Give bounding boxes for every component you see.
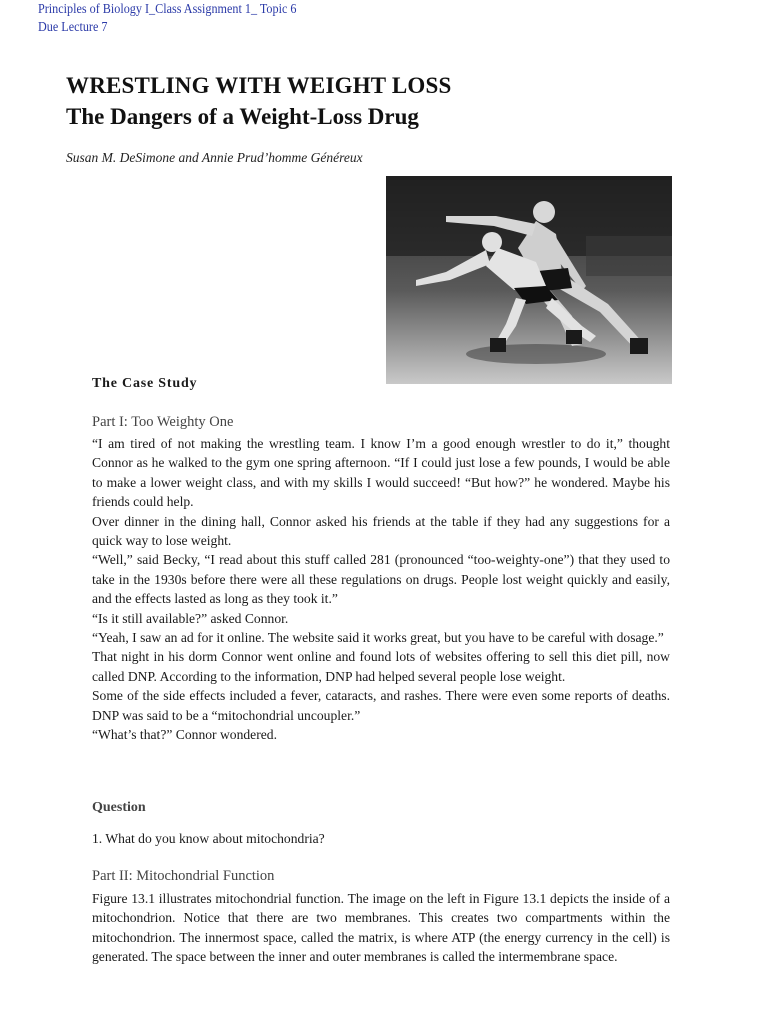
paragraph: “Is it still available?” asked Connor. <box>92 610 289 626</box>
page-title: WRESTLING WITH WEIGHT LOSS <box>66 73 452 98</box>
section-heading: The Case Study <box>92 376 198 391</box>
paragraph: “Well,” said Becky, “I read about this stuff called 281 (pronounced “too-weighty-one”) that they used to take in the 1930s before there were all these regulations on drugs. People lost weight quickly and easily, and the effects lasted as long as they took it.” <box>92 552 670 607</box>
paragraph: “Yeah, I saw an ad for it online. The website said it works great, but you have to be careful with dosage.” <box>92 630 664 646</box>
paragraph: Figure 13.1 illustrates mitochondrial function. The image on the left in Figure 13.1 depicts the inside of a mitochondrion. Notice that there are two membranes. This creates two compartments within the mitochondrion. The innermost space, called the matrix, is where ATP (the energy currency in the cell) is generated. The space between the inner and outer membranes is called the intermembrane space. <box>92 891 670 965</box>
part1-body <box>92 434 670 745</box>
part1-heading: Part I: Too Weighty One <box>92 414 234 430</box>
question-item: 1. What do you know about mitochondria? <box>92 831 325 846</box>
paragraph: Over dinner in the dining hall, Connor asked his friends at the table if they had any suggestions for a quick way to lose weight. <box>92 513 670 549</box>
paragraph: “What’s that?” Connor wondered. <box>92 727 277 743</box>
wrestlers-photo <box>386 176 672 384</box>
question-heading: Question <box>92 800 146 815</box>
authors: Susan M. DeSimone and Annie Prud’homme Généreux <box>66 150 363 165</box>
wrestlers-photo-icon <box>386 176 672 384</box>
paragraph: Some of the side effects included a fever, cataracts, and rashes. There were even some reports of deaths. DNP was said to be a “mitochondrial uncoupler.” <box>92 688 670 723</box>
paragraph: That night in his dorm Connor went online and found lots of websites offering to sell this diet pill, now called DNP. According to the information, DNP had helped several people lose weight. <box>92 649 670 684</box>
part2-body <box>92 889 670 967</box>
part2-heading: Part II: Mitochondrial Function <box>92 868 275 884</box>
course-header: Principles of Biology I_Class Assignment 1_ Topic 6 <box>38 1 297 16</box>
due-date: Due Lecture 7 <box>38 19 108 34</box>
page-subtitle: The Dangers of a Weight-Loss Drug <box>66 104 419 129</box>
paragraph: “I am tired of not making the wrestling team. I know I’m a good enough wrestler to do it,” thought Connor as he walked to the gym one spring afternoon. “If I could just lose a few pounds, I would be able to make a lower weight class, and with my skills I would succeed! “But how?” he wondered. Maybe his friends could help. <box>92 436 670 510</box>
